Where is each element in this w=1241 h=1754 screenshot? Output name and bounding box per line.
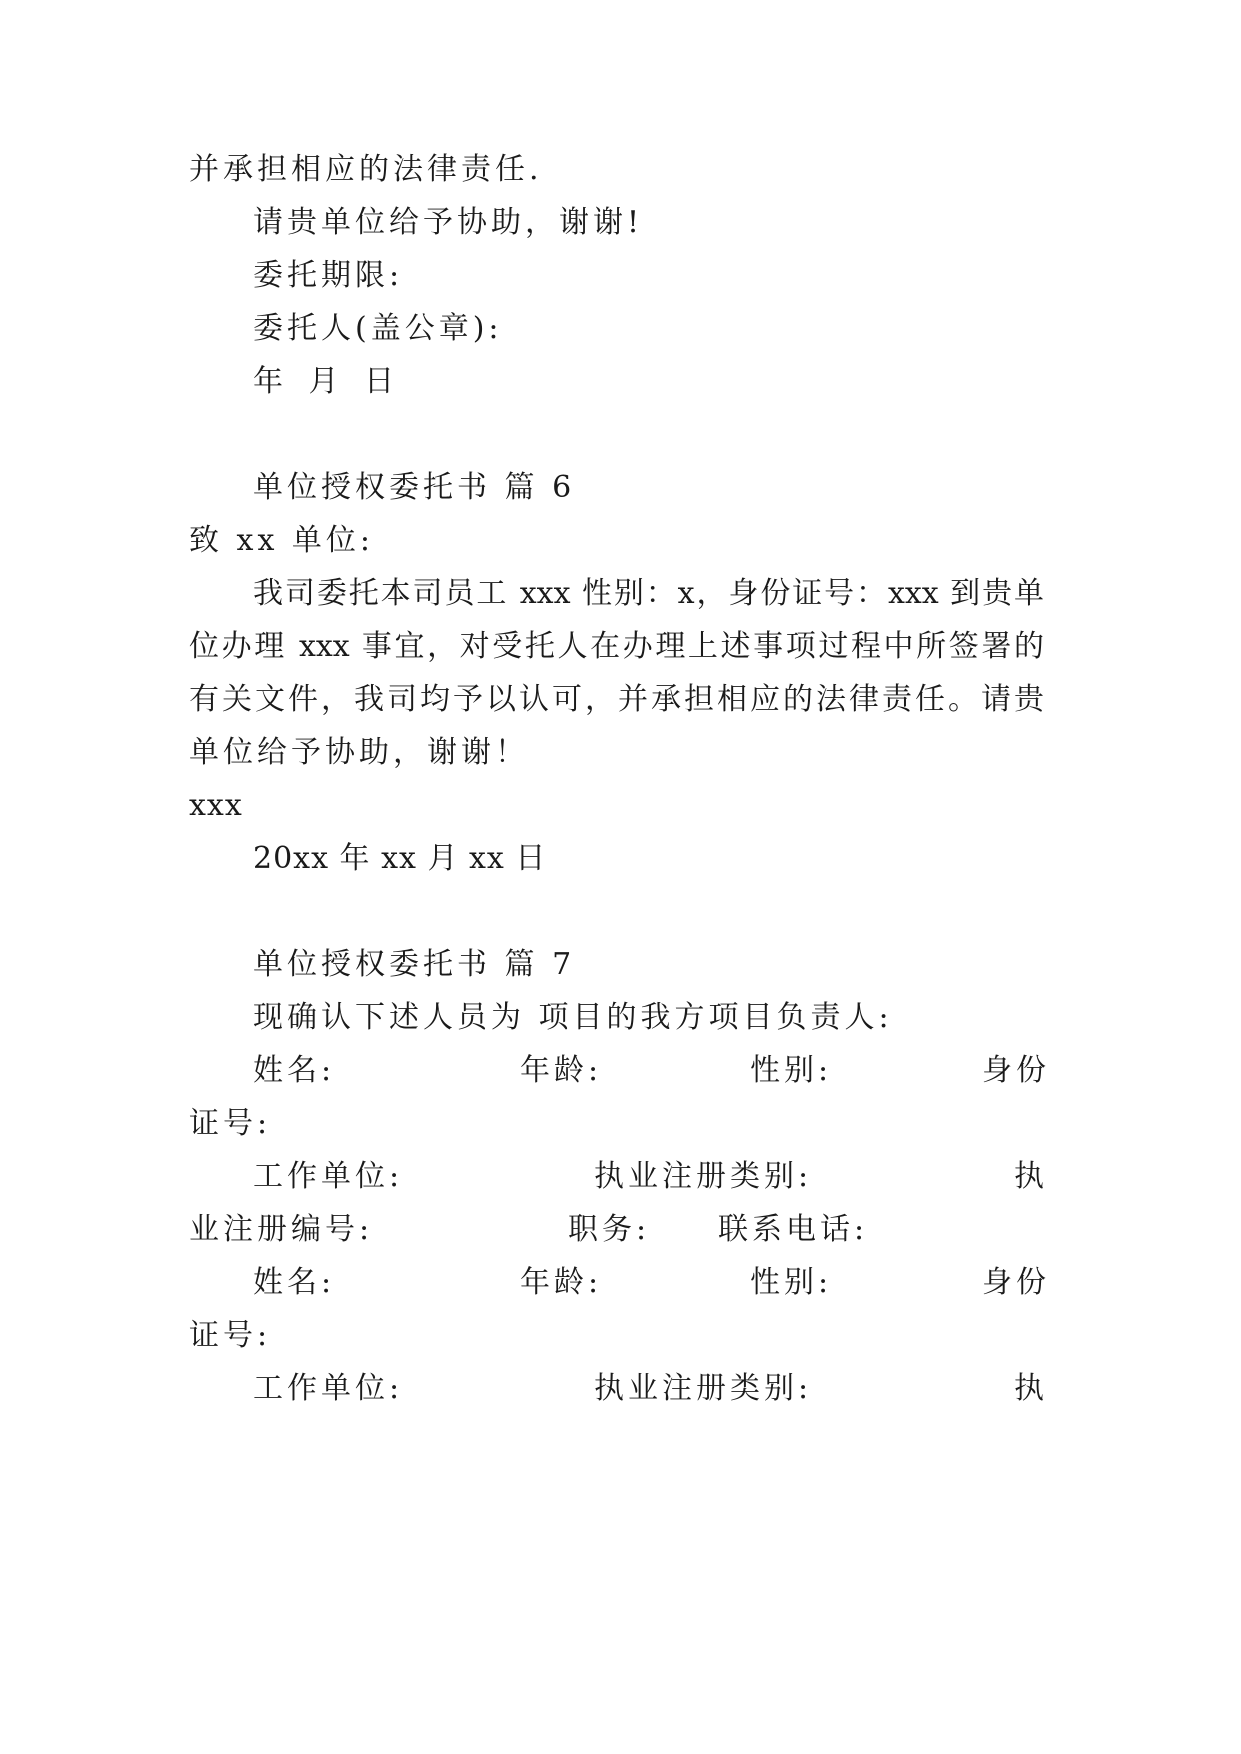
person-2-name-label: 姓名: <box>253 1265 336 1300</box>
section-7-heading: 单位授权委托书 篇 7 <box>253 947 576 982</box>
person-1-reg-type-label: 执业注册类别: <box>594 1159 813 1194</box>
person-1-reg-no-label-start: 执 <box>1014 1159 1048 1194</box>
entrust-period-label: 委托期限: <box>253 258 404 293</box>
person-1-reg-no-label-end: 业注册编号: <box>189 1212 374 1247</box>
person-2-gender-label: 性别: <box>750 1265 833 1300</box>
person-2-reg-no-label-start: 执 <box>1014 1371 1048 1406</box>
person-2-id-label-end: 证号: <box>189 1318 272 1353</box>
person-1-phone-label: 联系电话: <box>718 1212 869 1247</box>
person-1-id-label-end: 证号: <box>189 1106 272 1141</box>
person-1-gender-label: 性别: <box>750 1053 833 1088</box>
section-6-body-line-4: 单位给予协助，谢谢！ <box>189 735 529 770</box>
person-2-age-label: 年龄: <box>520 1265 603 1300</box>
section-6-body-line-1: 我司委托本司员工 xxx 性别：x，身份证号：xxx 到贵单 <box>253 576 1044 611</box>
intro-line-2: 请贵单位给予协助，谢谢! <box>253 205 644 240</box>
section-6-body-line-2: 位办理 xxx 事宜，对受托人在办理上述事项过程中所签署的 <box>189 629 1044 664</box>
section-6-body-line-3: 有关文件，我司均予以认可，并承担相应的法律责任。请贵 <box>189 682 1044 717</box>
section-7-confirm-line: 现确认下述人员为 项目的我方项目负责人: <box>253 1000 893 1035</box>
person-2-id-label-start: 身份 <box>982 1265 1050 1300</box>
person-1-age-label: 年龄: <box>520 1053 603 1088</box>
section-6-date: 20xx 年 xx 月 xx 日 <box>253 841 547 876</box>
section-6-heading: 单位授权委托书 篇 6 <box>253 470 576 505</box>
person-1-name-label: 姓名: <box>253 1053 336 1088</box>
person-2-reg-type-label: 执业注册类别: <box>594 1371 813 1406</box>
person-1-employer-label: 工作单位: <box>253 1159 404 1194</box>
section-6-addressee: 致 xx 单位: <box>189 523 375 558</box>
person-2-employer-label: 工作单位: <box>253 1371 404 1406</box>
section-6-signer: xxx <box>189 788 243 823</box>
intro-line-1: 并承担相应的法律责任. <box>189 152 543 187</box>
principal-seal-label: 委托人(盖公章): <box>253 311 503 346</box>
person-1-position-label: 职务: <box>568 1212 651 1247</box>
person-1-id-label-start: 身份 <box>982 1053 1050 1088</box>
date-blank: 年 月 日 <box>253 364 403 399</box>
